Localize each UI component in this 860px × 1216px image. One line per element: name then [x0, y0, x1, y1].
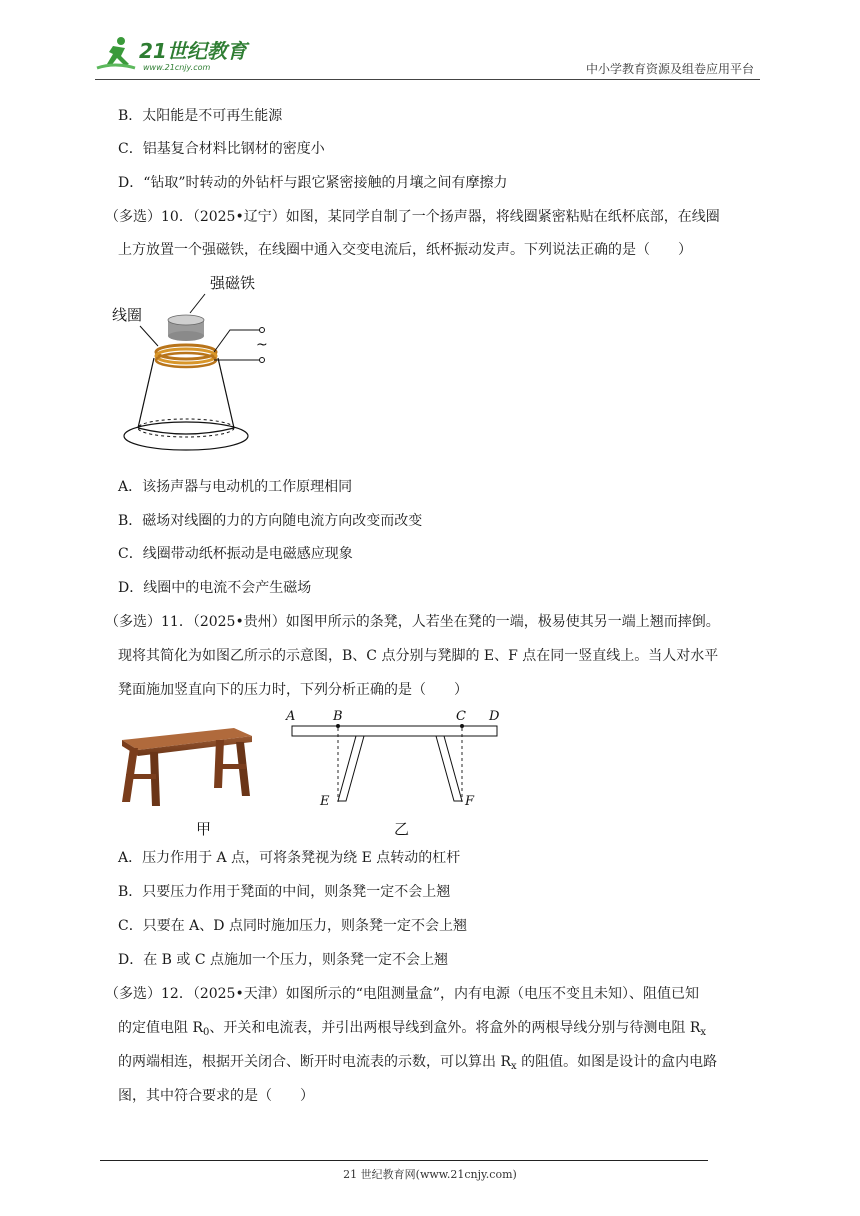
q11-option-c: C．只要在 A、D 点同时施加压力，则条凳一定不会上翘 [118, 918, 467, 934]
coil-label: 线圈 [112, 306, 143, 324]
figure-label-jia: 甲 [196, 820, 212, 838]
q9-option-b: B．太阳能是不可再生能源 [118, 108, 283, 124]
q10-stem-line2: 上方放置一个强磁铁，在线圈中通入交变电流后，纸杯振动发声。下列说法正确的是（ ） [118, 242, 692, 258]
q12-line2-part2: 、开关和电流表，并引出两根导线到盒外。将盒外的两根导线分别与待测电阻 R [209, 1020, 701, 1036]
bench-diagram [282, 706, 512, 818]
paper-cup-shape [124, 358, 248, 450]
q10-stem-line1: （多选）10．（2025•辽宁）如图，某同学自制了一个扬声器，将线圈紧密粘贴在纸杯底部，在线圈 [105, 209, 720, 225]
q10-option-c: C．线圈带动纸杯振动是电磁感应现象 [118, 546, 353, 562]
r0-subscript: 0 [203, 1027, 210, 1038]
platform-name: 中小学教育资源及组卷应用平台 [585, 62, 754, 76]
point-b-label: B [333, 709, 343, 724]
q11-stem-line1: （多选）11．（2025•贵州）如图甲所示的条凳，人若坐在凳的一端，极易使其另一端上翘而摔倒。 [105, 614, 720, 630]
q9-option-c: C．铝基复合材料比钢材的密度小 [118, 141, 325, 157]
q10-option-b: B．磁场对线圈的力的方向随电流方向改变而改变 [118, 513, 423, 529]
q11-option-b: B．只要压力作用于凳面的中间，则条凳一定不会上翘 [118, 884, 451, 900]
q12-stem-line4: 图，其中符合要求的是（ ） [118, 1088, 314, 1104]
bench-photo [116, 718, 256, 810]
runner-icon [97, 37, 135, 68]
q12-line3-part2: 的阻值。如图是设计的盒内电路 [516, 1054, 718, 1070]
figure-label-yi: 乙 [394, 820, 410, 838]
logo-title: 21世纪教育 [139, 39, 247, 63]
q12-stem-line1: （多选）12．（2025•天津）如图所示的“电阻测量盒”，内有电源（电压不变且未知）、阻值已知 [105, 986, 700, 1002]
page-header [95, 30, 760, 80]
q12-line3-part1: 的两端相连，根据开关闭合、断开时电流表的示数，可以算出 R [118, 1054, 511, 1070]
rx-subscript-2: x [511, 1061, 517, 1072]
q10-option-d: D．线圈中的电流不会产生磁场 [118, 580, 312, 596]
point-f-label: F [465, 794, 475, 809]
q9-option-d: D．“钻取”时转动的外钻杆与跟它紧密接触的月壤之间有摩擦力 [118, 175, 508, 191]
logo-url: www.21cnjy.com [143, 63, 211, 72]
header-rule [95, 79, 760, 80]
magnet-label: 强磁铁 [210, 274, 256, 292]
q11-stem-line2: 现将其简化为如图乙所示的示意图，B、C 点分别与凳脚的 E、F 点在同一竖直线上。当人对水平 [118, 648, 719, 664]
point-d-label: D [489, 709, 500, 724]
footer-rule [100, 1160, 708, 1161]
page-footer: 21 世纪教育网(www.21cnjy.com) [343, 1168, 517, 1181]
q10-option-a: A．该扬声器与电动机的工作原理相同 [118, 479, 353, 495]
magnet-shape [168, 315, 204, 341]
site-logo [95, 34, 265, 74]
point-e-label: E [320, 794, 330, 809]
q12-stem-line2 [118, 1018, 706, 1038]
q12-stem-line3 [118, 1052, 717, 1072]
rx-subscript: x [700, 1027, 707, 1038]
point-a-label: A [286, 709, 296, 724]
q11-option-a: A．压力作用于 A 点，可将条凳视为绕 E 点转动的杠杆 [118, 850, 461, 866]
speaker-figure [110, 268, 280, 458]
q11-stem-line3: 凳面施加竖直向下的压力时，下列分析正确的是（ ） [118, 682, 468, 698]
q11-option-d: D．在 B 或 C 点施加一个压力，则条凳一定不会上翘 [118, 952, 449, 968]
ac-symbol: ~ [256, 337, 268, 353]
coil-shape [156, 345, 216, 367]
q12-line2-part1: 的定值电阻 R [118, 1020, 203, 1036]
point-c-label: C [456, 709, 466, 724]
